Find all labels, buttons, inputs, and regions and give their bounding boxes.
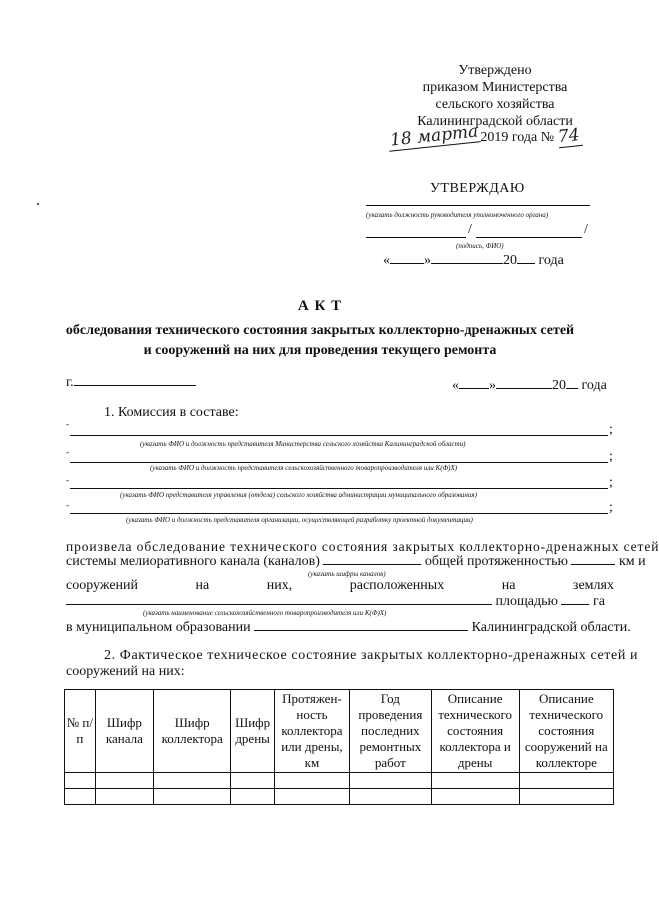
date-year-prefix: 20 [503, 253, 517, 268]
commission-heading: 1. Комиссия в составе: [104, 405, 239, 420]
approve-date [383, 253, 564, 269]
body-line-1-text: произвела обследование технического состояния закрытых коллекторно-дренажных сетей [66, 539, 659, 554]
title-line-2: и сооружений на них для проведения текущего ремонта [143, 343, 497, 358]
body-line-3-word-1: сооружений [66, 578, 139, 593]
table-cell[interactable] [519, 789, 613, 805]
member-2-line[interactable] [70, 462, 608, 463]
act-year-prefix: 20 [552, 378, 566, 393]
land-owner-caption: (указать наименование сельскохозяйственного товаропроизводителя или К(Ф)Х) [143, 609, 387, 617]
section2-line-2: сооружений на них: [66, 664, 185, 679]
body-line-5 [66, 620, 631, 636]
canal-codes-caption: (указать шифры каналов) [308, 570, 386, 578]
member-2-caption: (указать ФИО и должность представителя сельскохозяйственного товаропроизводителя или К(Ф)Х) [150, 464, 458, 472]
signature-slash-1: / [468, 222, 472, 237]
body-line-2 [66, 554, 646, 570]
title-line-1: обследования технического состояния закрытых коллекторно-дренажных сетей [65, 323, 575, 338]
body-line-3-word-4: расположенных [349, 578, 445, 593]
act-date-close: » [489, 378, 496, 393]
table-cell[interactable] [231, 773, 274, 789]
year-field[interactable] [517, 263, 535, 264]
member-3-dash: - [66, 475, 69, 485]
body-line-2-a: системы мелиоративного канала (каналов) [66, 554, 320, 569]
act-date [452, 378, 607, 394]
col-collector-code: Шифр коллектора [154, 690, 231, 773]
table-cell[interactable] [519, 773, 613, 789]
body-line-4-c: га [592, 594, 605, 609]
body-line-3-word-2: на [195, 578, 210, 593]
table-row [65, 789, 614, 805]
body-line-3-word-5: на [501, 578, 516, 593]
approval-line-4: Калининградской области [417, 114, 573, 129]
table-cell[interactable] [274, 773, 349, 789]
position-caption: (указать должность руководителя уполномоченного органа) [366, 211, 549, 219]
signature-line[interactable] [366, 237, 466, 238]
body-line-3-word-3: них, [266, 578, 293, 593]
body-line-1 [66, 539, 659, 555]
col-drain-code: Шифр дрены [231, 690, 274, 773]
body-line-3 [66, 578, 614, 594]
canal-codes-field[interactable] [323, 564, 421, 565]
scan-artifact [37, 203, 39, 205]
day-field[interactable] [390, 263, 424, 264]
body-line-5-b: Калининградской области. [471, 620, 631, 635]
member-3-caption: (указать ФИО представителя управления (отдела) сельского хозяйства администрации муниципального образования) [120, 491, 477, 499]
body-line-2-b: общей протяженностью [424, 554, 568, 569]
table-cell[interactable] [350, 789, 432, 805]
approval-line-3: сельского хозяйства [435, 97, 555, 112]
member-1-dash: - [66, 419, 69, 429]
date-close-quote: » [424, 253, 431, 268]
col-repair-year: Год проведения последних ремонтных работ [350, 690, 432, 773]
col-collector-state: Описание технического состояния коллектора и дрены [431, 690, 519, 773]
body-line-3-word-6: землях [572, 578, 614, 593]
col-structures-state: Описание технического состояния сооружений на коллекторе [519, 690, 613, 773]
city-input[interactable] [74, 385, 196, 386]
body-line-2-c: км и [618, 554, 646, 569]
area-field[interactable] [561, 604, 589, 605]
member-2-semicolon: ; [609, 449, 613, 464]
approval-block [395, 62, 595, 130]
city-field [66, 375, 196, 391]
table-cell[interactable] [65, 789, 96, 805]
signature-caption: (подпись, ФИО) [456, 242, 504, 250]
table-cell[interactable] [350, 773, 432, 789]
act-date-suffix: года [581, 378, 607, 393]
body-line-5-a: в муниципальном образовании [66, 620, 251, 635]
member-4-caption: (указать ФИО и должность представителя организации, осуществляющей разработку проектной документации) [126, 516, 473, 524]
land-owner-field[interactable] [66, 604, 492, 605]
fio-line[interactable] [476, 237, 582, 238]
table-cell[interactable] [154, 773, 231, 789]
act-date-open: « [452, 378, 459, 393]
handwritten-number: 74 [557, 125, 583, 148]
position-line[interactable] [366, 205, 590, 206]
approve-heading: УТВЕРЖДАЮ [430, 181, 525, 196]
col-canal-code: Шифр канала [95, 690, 153, 773]
col-length: Протяжен-ность коллектора или дрены, км [274, 690, 349, 773]
member-1-semicolon: ; [609, 422, 613, 437]
member-3-line[interactable] [70, 488, 608, 489]
col-number: № п/п [65, 690, 96, 773]
city-prefix: г. [66, 375, 74, 390]
approval-line-1: Утверждено [458, 63, 532, 78]
member-4-line[interactable] [70, 513, 608, 514]
body-line-4-b: площадью [495, 594, 558, 609]
table-cell[interactable] [65, 773, 96, 789]
body-line-4 [66, 594, 605, 610]
table-cell[interactable] [274, 789, 349, 805]
approval-line-2: приказом Министерства [422, 80, 568, 95]
section2-line-1: 2. Фактическое техническое состояние закрытых коллекторно-дренажных сетей и [104, 648, 639, 663]
member-1-caption: (указать ФИО и должность представителя Министерства сельского хозяйства Калининградской области) [140, 440, 466, 448]
date-open-quote: « [383, 253, 390, 268]
act-title: А К Т [297, 298, 343, 314]
table-cell[interactable] [231, 789, 274, 805]
table-cell[interactable] [154, 789, 231, 805]
member-1-line[interactable] [70, 435, 608, 436]
member-2-dash: - [66, 447, 69, 457]
member-3-semicolon: ; [609, 475, 613, 490]
member-4-dash: - [66, 500, 69, 510]
date-suffix: года [538, 253, 564, 268]
table-cell[interactable] [431, 789, 519, 805]
signature-slash-2: / [584, 222, 588, 237]
month-field[interactable] [431, 263, 503, 264]
order-year: 2019 года № [480, 130, 555, 145]
length-field[interactable] [571, 564, 615, 565]
municipality-field[interactable] [254, 630, 468, 631]
table-cell[interactable] [95, 773, 153, 789]
technical-state-table [64, 689, 614, 805]
act-day-field[interactable] [459, 388, 489, 389]
table-cell[interactable] [95, 789, 153, 805]
member-4-semicolon: ; [609, 500, 613, 515]
table-row [65, 773, 614, 789]
act-month-field[interactable] [496, 388, 552, 389]
act-year-field[interactable] [566, 388, 578, 389]
table-cell[interactable] [431, 773, 519, 789]
handwritten-date: 18 марта [387, 121, 481, 152]
